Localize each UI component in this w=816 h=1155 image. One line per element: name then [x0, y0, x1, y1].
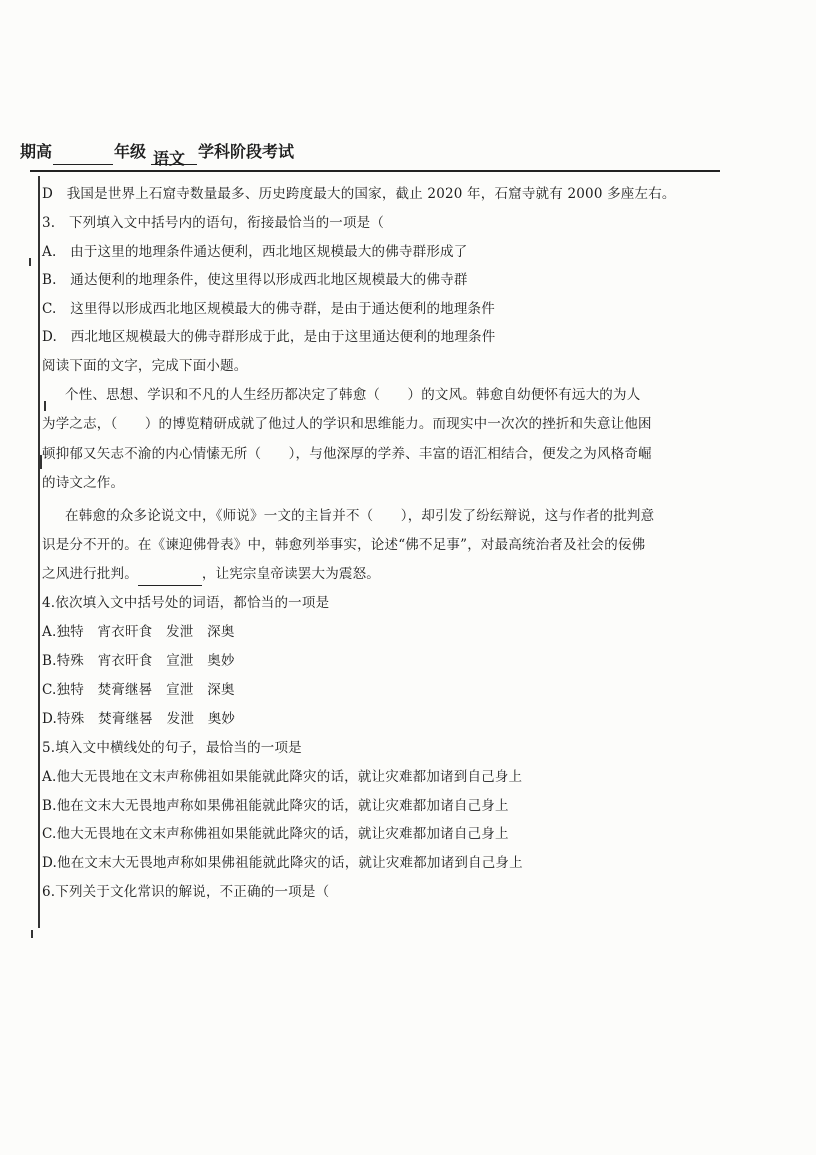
answer-blank — [138, 569, 202, 586]
option-5c: C.他大无畏地在文末声称佛祖如果能就此降灾的话，就让灾难都加诸自己身上 — [42, 826, 509, 842]
option-5a: A.他大无畏地在文末声称佛祖如果能就此降灾的话，就让灾难都加诸到自己身上 — [42, 769, 523, 785]
header-subject: 语文 — [153, 149, 186, 168]
question-3: 3. 下列填入文中括号内的语句，衔接最恰当的一项是（ — [42, 215, 385, 231]
passage-text: ，让宪宗皇帝读罢大为震怒。 — [201, 566, 381, 582]
option-4b: B.特殊 宵衣旰食 宣泄 奥妙 — [42, 653, 235, 669]
option-5b: B.他在文末大无畏地声称如果佛祖能就此降灾的话，就让灾难都加诸自己身上 — [42, 798, 509, 814]
option-4d: D.特殊 焚膏继晷 发泄 奥妙 — [42, 711, 236, 727]
binding-margin-line — [38, 176, 40, 928]
reading-instruction: 阅读下面的文字，完成下面小题。 — [42, 358, 248, 374]
option-3a: A. 由于这里的地理条件通达便利，西北地区规模最大的佛寺群形成了 — [42, 244, 468, 260]
option-3d: D. 西北地区规模最大的佛寺群形成于此，是由于这里通达便利的地理条件 — [42, 329, 496, 345]
option-3b: B. 通达便利的地理条件，使这里得以形成西北地区规模最大的佛寺群 — [42, 272, 468, 288]
question-6: 6.下列关于文化常识的解说，不正确的一项是（ — [42, 884, 330, 900]
passage-line: 为学之志，（ ）的博览精研成就了他过人的学识和思维能力。而现实中一次次的挫折和失意让他困 — [42, 416, 652, 432]
passage-line: 的诗文之作。 — [42, 475, 125, 491]
passage-line: 识是分不开的。在《谏迎佛骨表》中，韩愈列举事实，论述“佛不足事”，对最高统治者及社会的佞佛 — [42, 537, 646, 553]
margin-mark — [31, 930, 33, 938]
header-subject-blank — [151, 146, 197, 168]
passage-text: 之风进行批判。 — [42, 566, 138, 582]
option-3c: C. 这里得以形成西北地区规模最大的佛寺群，是由于通达便利的地理条件 — [42, 301, 495, 317]
passage-line: 在韩愈的众多论说文中，《师说》一文的主旨并不（ ），却引发了纷纭辩说，这与作者的批判意 — [65, 508, 655, 524]
header-blank-level — [53, 146, 113, 165]
margin-mark — [44, 401, 46, 411]
question-5: 5.填入文中横线处的句子，最恰当的一项是 — [42, 740, 302, 756]
margin-mark — [29, 258, 31, 266]
passage-line: 个性、思想、学识和不凡的人生经历都决定了韩愈（ ）的文风。韩愈自幼便怀有远大的为人 — [65, 387, 641, 403]
passage-line-with-blank — [42, 562, 380, 586]
question-4: 4.依次填入文中括号处的词语，都恰当的一项是 — [42, 595, 330, 611]
text-line: D 我国是世界上石窟寺数量最多、历史跨度最大的国家，截止 2020 年，石窟寺就有 2000 多座左右。 — [42, 186, 676, 202]
exam-header — [20, 139, 295, 168]
passage-line: 顿抑郁又矢志不渝的内心情愫无所（ ），与他深厚的学养、丰富的语汇相结合，便发之为风格奇崛 — [42, 446, 652, 462]
option-4a: A.独特 宵衣旰食 发泄 深奥 — [42, 624, 235, 640]
option-4c: C.独特 焚膏继晷 宣泄 深奥 — [42, 682, 235, 698]
header-grade: 年级 — [114, 142, 147, 161]
header-rule — [30, 170, 720, 172]
header-term: 期高 — [20, 142, 53, 161]
header-suffix: 学科阶段考试 — [198, 142, 295, 161]
option-5d: D.他在文末大无畏地声称如果佛祖能就此降灾的话，就让灾难都加诸到自己身上 — [42, 855, 523, 871]
